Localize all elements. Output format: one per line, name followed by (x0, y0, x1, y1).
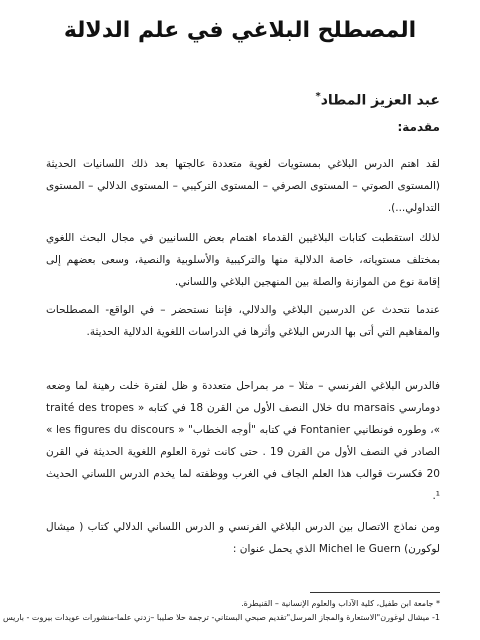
author-footnote-mark: * (315, 91, 321, 102)
article-title: المصطلح البلاغي في علم الدلالة (63, 18, 417, 43)
paragraph-5: ومن نماذج الاتصال بين الدرس البلاغي الفرنسي و الدرس اللساني الدلالي كتاب ( ميشال لوكورن) Michel le Guern الذي يحمل عنوان : (46, 521, 440, 555)
intro-heading: مقدمة: (397, 120, 440, 134)
footnote-affiliation: * جامعة ابن طفيل، كلية الآداب والعلوم الإنسانية – القنيطرة. (241, 599, 440, 608)
paragraph-4: فالدرس البلاغي الفرنسي – مثلا – مر بمراحل متعددة و ظل لفترة خلت رهينة لما وضعه دومارسي du marsais خلال النصف الأول من القرن 18 في كتابه « traité des tropes »، وطوره فونطانيي Fontanier في كتابه "أوجه الخطاب" « les figures du discours » الصادر في النصف الأول من القرن 19 . حتى كانت ثورة العلوم اللغوية الحديثة في القرن 20 فكسرت قوالب هذا العلم الجاف في الغرب ووظفته لما يخدم الدرس اللساني الحديث ¹. (46, 380, 441, 502)
footnote-reference: 1- ميشال لوغورن"الاستعارة والمجاز المرسل"تقديم صبحي البستاني- ترجمة حلا صليبا –زدني علما-منشورات عويدات بيروت - باريس (2, 613, 440, 622)
footnote-divider (310, 592, 440, 593)
paragraph-3: عندما نتحدث عن الدرسين البلاغي والدلالي، فإننا نستحضر – في الواقع- المصطلحات والمفاهيم التي أتى بها الدرس البلاغي وأثرها في الدراسات اللغوية الدلالية الحديثة. (46, 304, 440, 338)
author-name-text: عبد العزيز المطاد (320, 92, 440, 109)
paragraph-1: لقد اهتم الدرس البلاغي بمستويات لغوية متعددة عالجتها بعد ذلك اللسانيات الحديثة (المستوى الصوتي – المستوى الصرفي – المستوى التركيبي – المستوى الدلالي – المستوى التداولي...). (46, 158, 440, 214)
paragraph-2: لذلك استقطبت كتابات البلاغيين القدماء اهتمام بعض اللسانيين في مجال البحث اللغوي بمختلف مستوياته، خاصة الدلالية منها والتركيبية والأسلوبية والنصية، وسعى بعضهم إلى إقامة نوع من الموازنة والصلة بين المنهجين البلاغي واللساني. (46, 232, 440, 288)
author-name (315, 91, 440, 109)
